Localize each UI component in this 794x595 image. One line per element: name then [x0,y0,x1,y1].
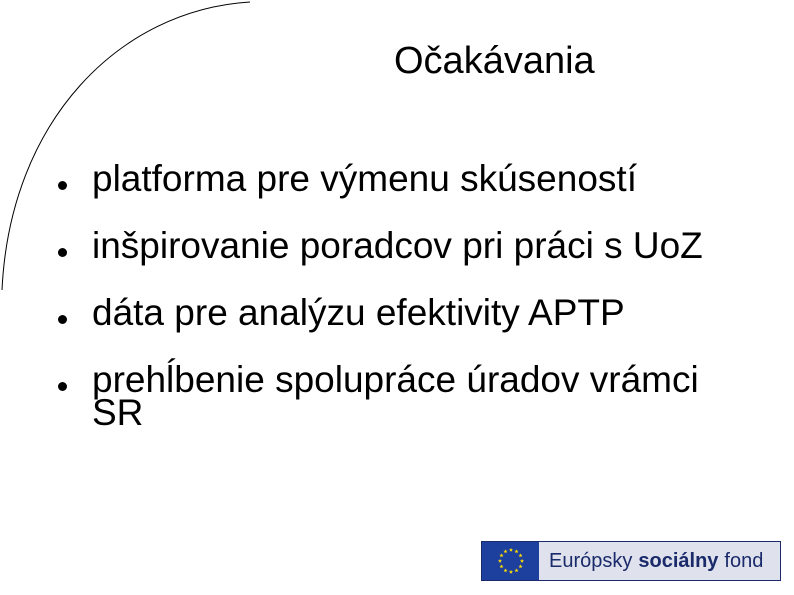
eu-stars-icon [491,545,531,577]
bullet-icon [58,181,67,190]
eu-star-icon [503,568,507,572]
bullet-icon [58,315,67,324]
eu-star-icon [499,564,503,568]
eu-star-icon [514,568,518,572]
eu-star-icon [508,548,512,552]
bullet-text: dáta pre analýzu efektivity APTP [92,292,625,333]
eu-flag-icon [482,542,539,580]
eu-star-icon [503,549,507,553]
eu-star-icon [497,559,501,563]
eu-star-icon [518,564,522,568]
eu-star-icon [514,549,518,553]
bullet-text: prehĺbenie spolupráce úradov vrámci SR [92,359,699,433]
bullet-icon [58,382,67,391]
bullet-text: platforma pre výmenu skúseností [92,158,637,199]
bullet-item [58,359,758,433]
eu-star-icon [519,559,523,563]
bullet-item [58,292,758,333]
eu-star-icon [508,570,512,574]
bullet-item [58,225,758,266]
esf-logo-banner [481,541,781,581]
esf-text-regular: Európsky [549,549,633,572]
eu-star-icon [518,553,522,557]
bullet-icon [58,248,67,257]
bullet-list [58,158,758,433]
eu-star-icon [499,553,503,557]
esf-text-tail: fond [724,549,764,572]
esf-text-bold: sociálny [638,549,719,572]
esf-logo-text [539,542,780,580]
slide-title: Očakávania [394,40,595,82]
bullet-item [58,158,758,199]
bullet-text: inšpirovanie poradcov pri práci s UoZ [92,225,703,266]
